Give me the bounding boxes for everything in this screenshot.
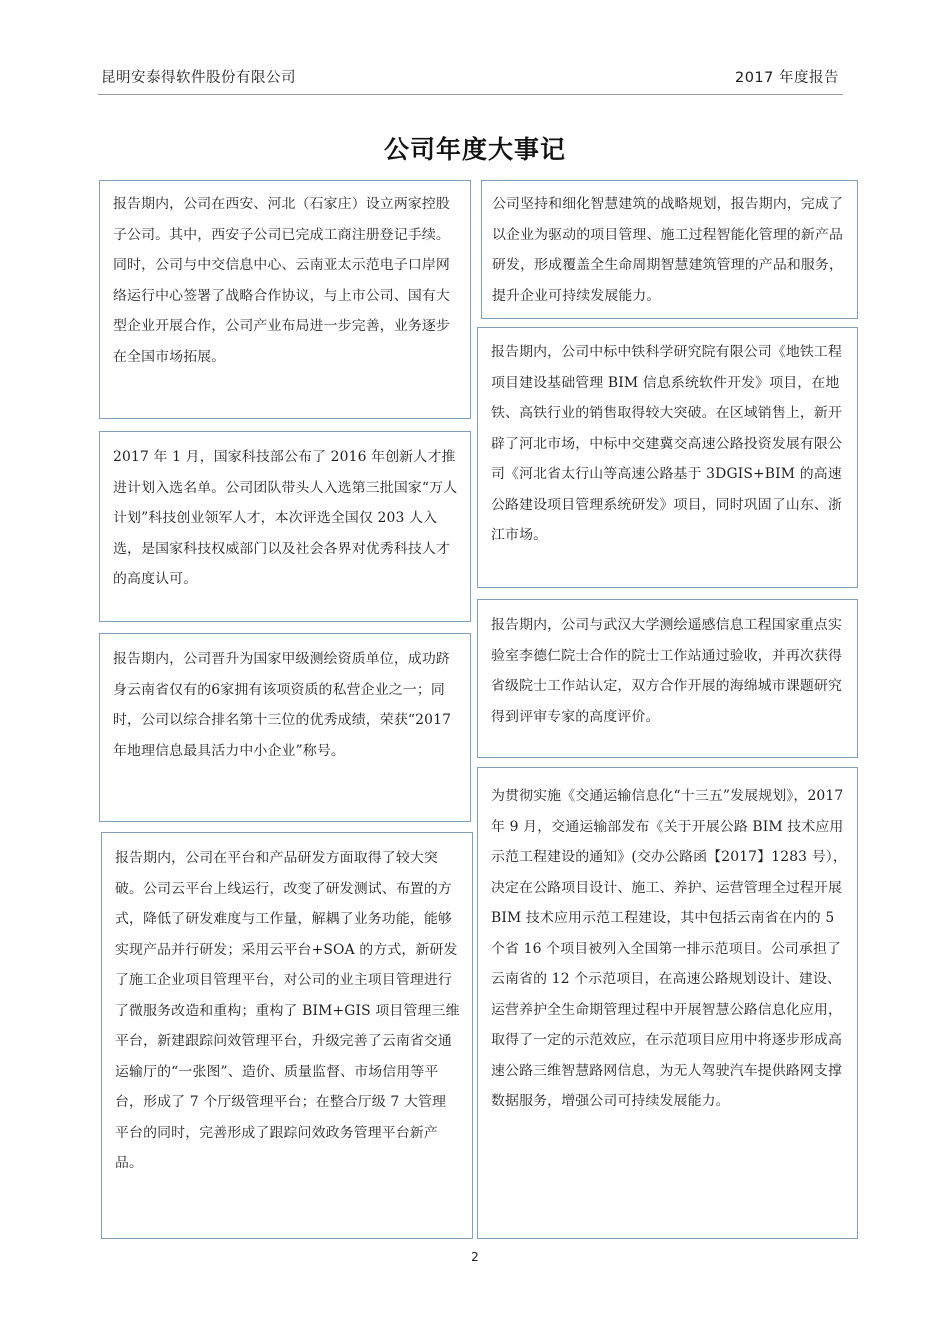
event-box-surveying-qualification [99, 633, 471, 822]
event-text: 公司坚持和细化智慧建筑的战略规划，报告期内，完成了以企业为驱动的项目管理、施工过程智能化管理的新产品研发，形成覆盖全生命周期智慧建筑管理的产品和服务，提升企业可持续发展能力。 [492, 196, 844, 304]
event-box-academician-workstation [477, 599, 858, 758]
event-box-subsidiaries [99, 180, 471, 419]
page-title: 公司年度大事记 [383, 135, 566, 164]
event-text: 报告期内，公司中标中铁科学研究院有限公司《地铁工程项目建设基础管理 BIM 信息系统软件开发》项目，在地铁、高铁行业的销售取得较大突破。在区域销售上，新开辟了河北市场，中标中交建冀交高速公路投资发展有限公司《河北省太行山等高速公路基于 3DGIS+BIM 的高速公路建设项目管理系统研发》项目，同时巩固了山东、浙江市场。 [491, 344, 843, 543]
event-text: 报告期内，公司在西安、河北（石家庄）设立两家控股子公司。其中，西安子公司已完成工商注册登记手续。同时，公司与中交信息中心、云南亚太示范电子口岸网络运行中心签署了战略合作协议，与上市公司、国有大型企业开展合作，公司产业布局进一步完善，业务逐步在全国市场拓展。 [113, 196, 450, 365]
page-number: 2 [471, 1250, 479, 1264]
header-company: 昆明安泰得软件股份有限公司 [101, 70, 296, 86]
event-box-smart-building [481, 180, 858, 319]
event-text: 报告期内，公司晋升为国家甲级测绘资质单位，成功跻身云南省仅有的6家拥有该项资质的私营企业之一；同时，公司以综合排名第十三位的优秀成绩，荣获“2017 年地理信息最具活力中小企业”称号。 [113, 651, 452, 759]
event-text: 为贯彻实施《交通运输信息化“十三五”发展规划》，2017 年 9 月，交通运输部发布《关于开展公路 BIM 技术应用示范工程建设的通知》(交办公路函【2017】1283 号），决定在公路项目设计、施工、养护、运营管理全过程开展 BIM 技术应用示范工程建设，其中包括云南省在内的 5 个省 16 个项目被列入全国第一排示范项目。公司承担了云南省的 12 个示范项目，在高速公路规划设计、建设、运营养护全生命期管理过程中开展智慧公路信息化应用，取得了一定的示范效应，在示范项目应用中将逐步形成高速公路三维智慧路网信息，为无人驾驶汽车提供路网支撑数据服务，增强公司可持续发展能力。 [491, 788, 847, 1109]
header-rule [98, 94, 843, 95]
event-text: 2017 年 1 月，国家科技部公布了 2016 年创新人才推进计划入选名单。公司团队带头人入选第三批国家“万人计划”科技创业领军人才，本次评选全国仅 203 人入选，是国家科技权威部门以及社会各界对优秀科技人才的高度认可。 [113, 449, 458, 587]
event-box-talent-program [99, 431, 471, 622]
event-text: 报告期内，公司与武汉大学测绘遥感信息工程国家重点实验室李德仁院士合作的院士工作站通过验收，并再次获得省级院士工作站认定，双方合作开展的海绵城市课题研究得到评审专家的高度评价。 [491, 617, 843, 725]
event-box-bim-demonstration [477, 767, 858, 1239]
event-box-bid-wins [477, 327, 858, 588]
header-report-title: 2017 年度报告 [734, 70, 839, 86]
event-box-platform-rd [101, 832, 473, 1239]
event-text: 报告期内，公司在平台和产品研发方面取得了较大突破。公司云平台上线运行，改变了研发测试、布置的方式，降低了研发难度与工作量，解耦了业务功能，能够实现产品并行研发；采用云平台+SOA 的方式，新研发了施工企业项目管理平台，对公司的业主项目管理进行了微服务改造和重构；重构了 BIM+GIS 项目管理三维平台，新建跟踪问效管理平台，升级完善了云南省交通运输厅的“一张图”、造价、质量监督、市场信用等平台，形成了 7 个厅级管理平台；在整合厅级 7 大管理平台的同时，完善形成了跟踪问效政务管理平台新产品。 [115, 850, 460, 1171]
